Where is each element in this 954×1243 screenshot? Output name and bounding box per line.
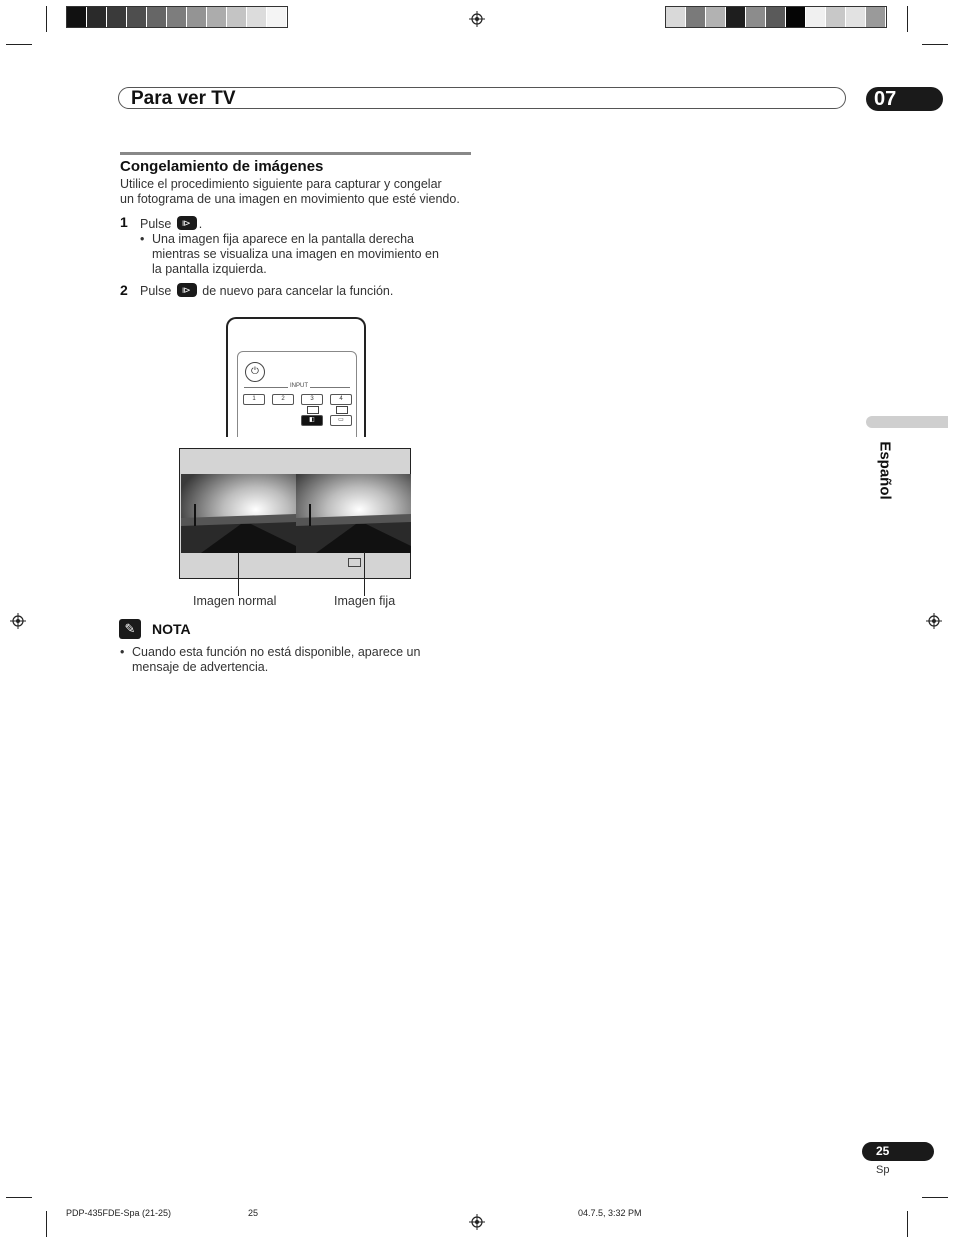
language-tab-bar [866,416,948,428]
step-bullet-text [152,232,439,277]
page-number-badge: 25 [862,1142,934,1161]
note-title: NOTA [152,621,191,637]
color-swatch [87,7,107,27]
remote-key: 2 [272,394,294,405]
color-swatch [706,7,726,27]
tv-screen-illustration [179,448,411,579]
remote-key: 3 [301,394,323,405]
color-swatch [187,7,207,27]
note-line: mensaje de advertencia. [132,660,269,674]
crop-mark [46,6,47,32]
color-swatch [866,7,886,27]
section-divider [120,152,471,155]
color-swatch [107,7,127,27]
page-language: Sp [876,1164,890,1176]
color-swatch [227,7,247,27]
step-text [140,216,202,232]
color-swatch [147,7,167,27]
remote-key: 4 [330,394,352,405]
color-swatch [666,7,686,27]
footer-file-name: PDP-435FDE-Spa (21-25) [66,1208,172,1218]
color-swatch [247,7,267,27]
intro-line: un fotograma de una imagen en movimiento que esté viendo. [120,192,460,206]
color-swatch [786,7,806,27]
freeze-key-highlighted: ◧ [301,415,323,426]
step-text-after: de nuevo para cancelar la función. [202,284,394,298]
freeze-button-icon [177,283,197,297]
intro-line: Utilice el procedimiento siguiente para capturar y congelar [120,177,442,191]
color-bar-right [665,6,887,28]
step-text [140,283,393,299]
section-intro [120,177,460,207]
power-icon: ⏻ [245,362,265,382]
language-tab-label: Español [876,441,894,500]
caption-frozen-image: Imagen fija [334,594,396,608]
remote-control-illustration [226,317,366,437]
crop-mark [6,1197,32,1198]
swap-screen-icon [336,406,348,414]
step-text-before: Pulse [140,284,172,298]
step-number: 1 [120,214,128,230]
crop-mark [922,44,948,45]
remote-button-panel [237,351,357,437]
color-swatch [746,7,766,27]
freeze-indicator-icon [348,558,361,567]
step-text-after: . [198,217,203,231]
page-header [118,87,846,109]
remote-key: 1 [243,394,265,405]
color-swatch [167,7,187,27]
color-swatch [686,7,706,27]
chapter-badge: 07 [866,87,943,111]
bullet-line: Una imagen fija aparece en la pantalla derecha [152,232,414,246]
crop-mark [922,1197,948,1198]
registration-mark-icon [10,613,26,629]
step-bullet: • [140,232,145,246]
registration-mark-icon [469,11,485,27]
footer-timestamp: 04.7.5, 3:32 PM [578,1208,642,1218]
color-swatch [207,7,227,27]
color-swatch [127,7,147,27]
color-swatch [826,7,846,27]
frozen-image [296,474,411,553]
bullet-line: mientras se visualiza una imagen en movimiento en [152,247,439,261]
color-swatch [67,7,87,27]
crop-mark [6,44,32,45]
normal-image [181,474,296,553]
color-swatch [726,7,746,27]
footer-file-page: 25 [248,1208,259,1218]
color-bar-left [66,6,288,28]
input-label: INPUT [290,383,308,389]
caption-normal-image: Imagen normal [193,594,277,608]
note-pencil-icon: ✎ [119,619,141,639]
color-swatch [846,7,866,27]
remote-key: ▭ [330,415,352,426]
step-number: 2 [120,282,128,298]
section-title: Congelamiento de imágenes [120,158,324,175]
note-text [132,645,420,675]
note-line: Cuando esta función no está disponible, aparece un [132,645,421,659]
freeze-button-icon [177,216,197,230]
registration-mark-icon [469,1214,485,1230]
registration-mark-icon [926,613,942,629]
callout-line [364,552,365,596]
color-swatch [766,7,786,27]
split-screen-icon [307,406,319,414]
color-swatch [267,7,287,27]
step-text-before: Pulse [140,217,172,231]
page-title: Para ver TV [131,88,236,109]
crop-mark [907,1211,908,1237]
color-swatch [806,7,826,27]
callout-line [238,552,239,596]
crop-mark [907,6,908,32]
note-bullet: • [120,645,125,659]
crop-mark [46,1211,47,1237]
bullet-line: la pantalla izquierda. [152,262,267,276]
